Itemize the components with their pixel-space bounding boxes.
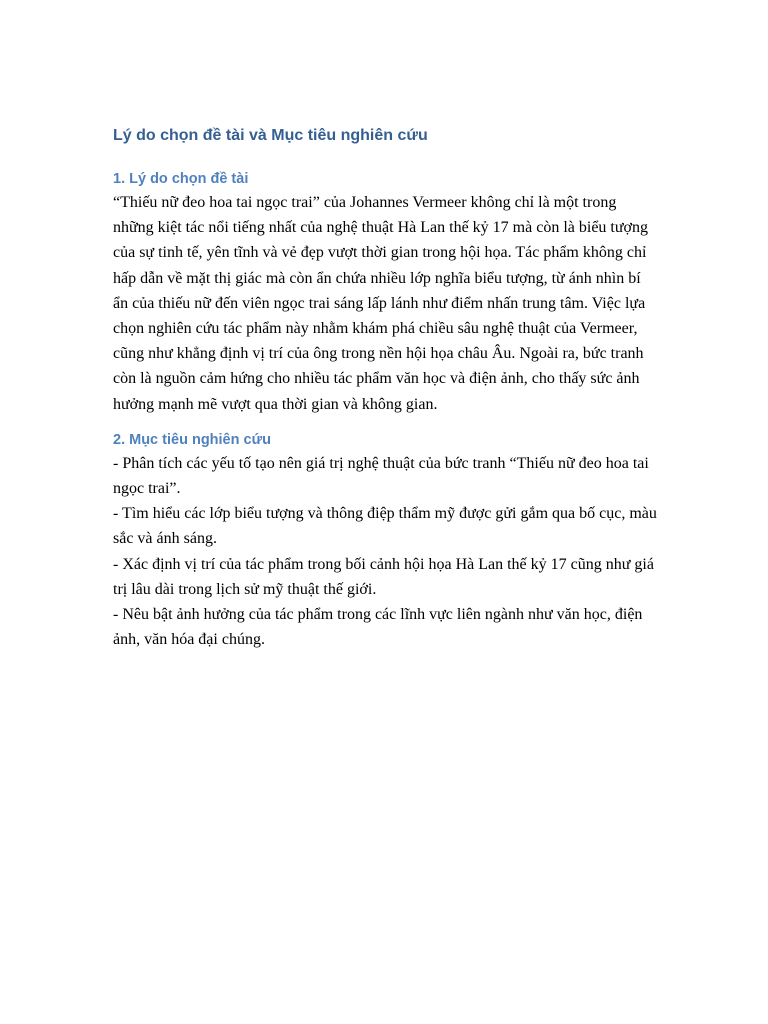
document-title: Lý do chọn đề tài và Mục tiêu nghiên cứu <box>113 127 428 144</box>
section-paragraph-reason: “Thiếu nữ đeo hoa tai ngọc trai” của Johannes Vermeer không chỉ là một trong những kiệt tác nổi tiếng nhất của nghệ thuật Hà Lan thế kỷ 17 mà còn là biểu tượng của sự tinh tế, yên tĩnh và vẻ đẹp vượt thời gian trong hội họa. Tác phẩm không chỉ hấp dẫn về mặt thị giác mà còn ẩn chứa nhiều lớp nghĩa biểu tượng, từ ánh nhìn bí ẩn của thiếu nữ đến viên ngọc trai sáng lấp lánh như điểm nhấn trung tâm. Việc lựa chọn nghiên cứu tác phẩm này nhằm khám phá chiều sâu nghệ thuật của Vermeer, cũng như khẳng định vị trí của ông trong nền hội họa châu Âu. Ngoài ra, bức tranh còn là nguồn cảm hứng cho nhiều tác phẩm văn học và điện ảnh, cho thấy sức ảnh hưởng mạnh mẽ vượt qua thời gian và không gian. <box>113 194 648 413</box>
objective-item: - Phân tích các yếu tố tạo nên giá trị nghệ thuật của bức tranh “Thiếu nữ đeo hoa tai ngọc trai”. <box>113 454 649 498</box>
section-heading-objectives: 2. Mục tiêu nghiên cứu <box>113 431 271 448</box>
objective-item: - Nêu bật ảnh hưởng của tác phẩm trong các lĩnh vực liên ngành như văn học, điện ảnh, văn hóa đại chúng. <box>113 606 643 649</box>
section-reason <box>113 168 658 417</box>
objective-item: - Xác định vị trí của tác phẩm trong bối cảnh hội họa Hà Lan thế kỷ 17 cũng như giá trị lâu dài trong lịch sử mỹ thuật thế giới. <box>113 555 654 598</box>
section-heading-reason: 1. Lý do chọn đề tài <box>113 171 249 187</box>
section-objectives <box>113 429 658 653</box>
document-content <box>113 124 658 652</box>
objective-item: - Tìm hiểu các lớp biểu tượng và thông điệp thẩm mỹ được gửi gắm qua bố cục, màu sắc và ánh sáng. <box>113 505 657 548</box>
